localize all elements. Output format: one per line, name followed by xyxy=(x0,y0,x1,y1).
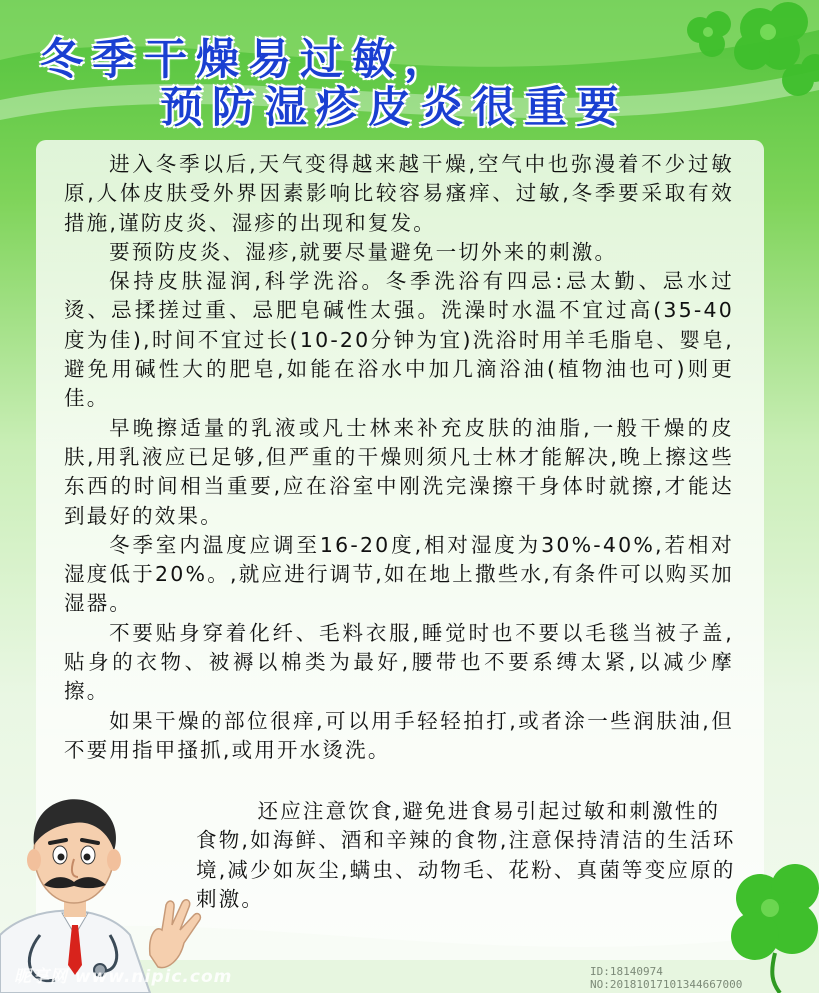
paragraph-8: 还应注意饮食,避免进食易引起过敏和刺激性的食物,如海鲜、酒和辛辣的食物,注意保持清洁的生活环境,减少如灰尘,螨虫、动物毛、花粉、真菌等变应原的刺激。 xyxy=(196,799,736,911)
article-body xyxy=(64,150,734,765)
title-line-1: 冬季干燥易过敏， xyxy=(40,35,456,85)
article-last xyxy=(196,797,736,914)
paragraph-2: 要预防皮炎、湿疹,就要尽量避免一切外来的刺激。 xyxy=(109,239,618,264)
image-id-mark: ID:18140974 NO:20181017101344667000 xyxy=(590,965,743,991)
paragraph-7: 如果干燥的部位很痒,可以用手轻轻拍打,或者涂一些润肤油,但不要用指甲搔抓,或用开水烫洗。 xyxy=(64,708,734,762)
paragraph-3: 保持皮肤湿润,科学洗浴。冬季洗浴有四忌:忌太勤、忌水过烫、忌揉搓过重、忌肥皂碱性太强。洗澡时水温不宜过高(35-40度为佳),时间不宜过长(10-20分钟为宜)洗浴时用羊毛脂皂、婴皂,避免用碱性大的肥皂,如能在浴水中加几滴浴油(植物油也可)则更佳。 xyxy=(64,269,734,411)
poster-title xyxy=(0,0,819,140)
paragraph-4: 早晚擦适量的乳液或凡士林来补充皮肤的油脂,一般干燥的皮肤,用乳液应已足够,但严重的干燥则须凡士林才能解决,晚上擦这些东西的时间相当重要,应在浴室中刚洗完澡擦干身体时就擦,才能达到最好的效果。 xyxy=(64,415,734,528)
paragraph-6: 不要贴身穿着化纤、毛料衣服,睡觉时也不要以毛毯当被子盖,贴身的衣物、被褥以棉类为最好,腰带也不要系缚太紧,以减少摩擦。 xyxy=(64,620,734,704)
title-line-2: 预防湿疹皮炎很重要 xyxy=(160,83,628,133)
site-watermark: 昵享网 www.nipic.com xyxy=(14,967,233,987)
paragraph-1: 进入冬季以后,天气变得越来越干燥,空气中也弥漫着不少过敏原,人体皮肤受外界因素影响比较容易瘙痒、过敏,冬季要采取有效措施,谨防皮炎、湿疹的出现和复发。 xyxy=(64,152,734,235)
paragraph-5: 冬季室内温度应调至16-20度,相对湿度为30%-40%,若相对湿度低于20%。,就应进行调节,如在地上撒些水,有条件可以购买加湿器。 xyxy=(64,532,734,616)
